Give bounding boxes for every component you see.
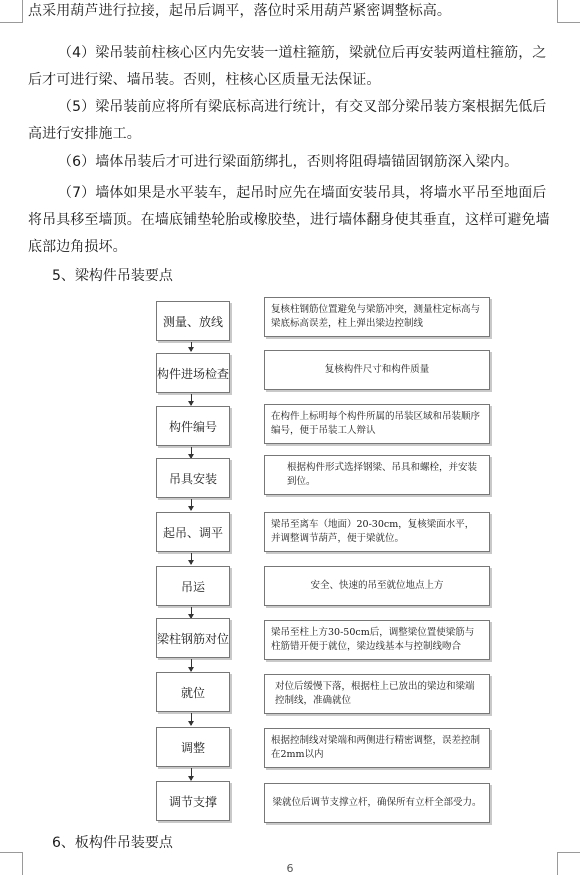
flow-desc-box: 梁吊至离车（地面）20-30cm，复核梁面水平，并调整调节葫芦，便于梁就位。 xyxy=(264,512,490,552)
down-arrow-icon xyxy=(191,607,192,618)
flow-desc-box: 梁就位后调节支撑立杆，确保所有立杆全部受力。 xyxy=(264,783,490,823)
flow-desc-box: 安全、快速的吊至就位地点上方 xyxy=(264,566,490,606)
flow-step-box: 构件进场检查 xyxy=(156,353,230,393)
body-paragraph: （5）梁吊装前应将所有梁底标高进行统计，有交叉部分梁吊装方案根据先低后高进行安排施工。 xyxy=(28,99,547,142)
flow-step-box: 调整 xyxy=(156,727,230,767)
down-arrow-icon xyxy=(191,659,192,671)
down-arrow-icon xyxy=(191,394,192,405)
flow-step-box: 测量、放线 xyxy=(156,301,230,341)
flow-step-box: 构件编号 xyxy=(156,406,230,446)
body-paragraph: （4）梁吊装前柱核心区内先安装一道柱箍筋，梁就位后再安装两道柱箍筋，之后才可进行梁、墙吊装。否则，柱核心区质量无法保证。 xyxy=(28,45,547,88)
body-paragraph: 点采用葫芦进行拉接，起吊后调平，落位时采用葫芦紧密调整标高。 xyxy=(28,3,451,19)
page-number: 6 xyxy=(286,862,294,875)
down-arrow-icon xyxy=(191,768,192,780)
page-corner-mark xyxy=(557,0,580,23)
flow-step-box: 调节支撑 xyxy=(156,781,230,821)
flow-desc-box: 根据构件形式选择钢梁、吊具和螺栓，并安装到位。 xyxy=(264,455,490,495)
flow-desc-box: 复核构件尺寸和构件质量 xyxy=(264,350,490,390)
flow-step-box: 梁柱钢筋对位 xyxy=(156,618,230,658)
flow-desc-box: 对位后缓慢下落，根据柱上已放出的梁边和梁端控制线，准确就位 xyxy=(264,674,490,714)
down-arrow-icon xyxy=(191,447,192,458)
down-arrow-icon xyxy=(191,342,192,351)
flow-desc-box: 梁吊至柱上方30-50cm后，调整梁位置使梁筋与柱筋错开便于就位，梁边线基本与控制线吻合 xyxy=(264,620,490,660)
down-arrow-icon xyxy=(191,713,192,725)
body-paragraph: （6）墙体吊装后才可进行梁面筋绑扎，否则将阻碍墙锚固钢筋深入梁内。 xyxy=(58,154,519,170)
body-paragraph: （7）墙体如果是水平装车，起吊时应先在墙面安装吊具，将墙水平吊至地面后将吊具移至墙顶。在墙底铺垫轮胎或橡胶垫，进行墙体翻身使其垂直，这样可避免墙底部边角损坏。 xyxy=(28,185,550,255)
flow-step-box: 吊运 xyxy=(156,566,230,606)
down-arrow-icon xyxy=(191,553,192,564)
flow-desc-box: 复核柱钢筋位置避免与梁筋冲突，测量柱定标高与梁底标高误差，柱上弹出梁边控制线 xyxy=(264,297,490,337)
flow-desc-box: 根据控制线对梁端和两侧进行精密调整，误差控制在2mm以内 xyxy=(264,728,490,768)
down-arrow-icon xyxy=(191,499,192,510)
section-heading: 6、板构件吊装要点 xyxy=(52,835,173,851)
flow-step-box: 就位 xyxy=(156,672,230,712)
flow-step-box: 起吊、调平 xyxy=(156,512,230,552)
flow-desc-box: 在构件上标明每个构件所属的吊装区域和吊装顺序编号，便于吊装工人辩认 xyxy=(264,404,490,444)
section-heading: 5、梁构件吊装要点 xyxy=(52,268,173,284)
page-corner-mark xyxy=(0,0,23,23)
flow-step-box: 吊具安装 xyxy=(156,458,230,498)
